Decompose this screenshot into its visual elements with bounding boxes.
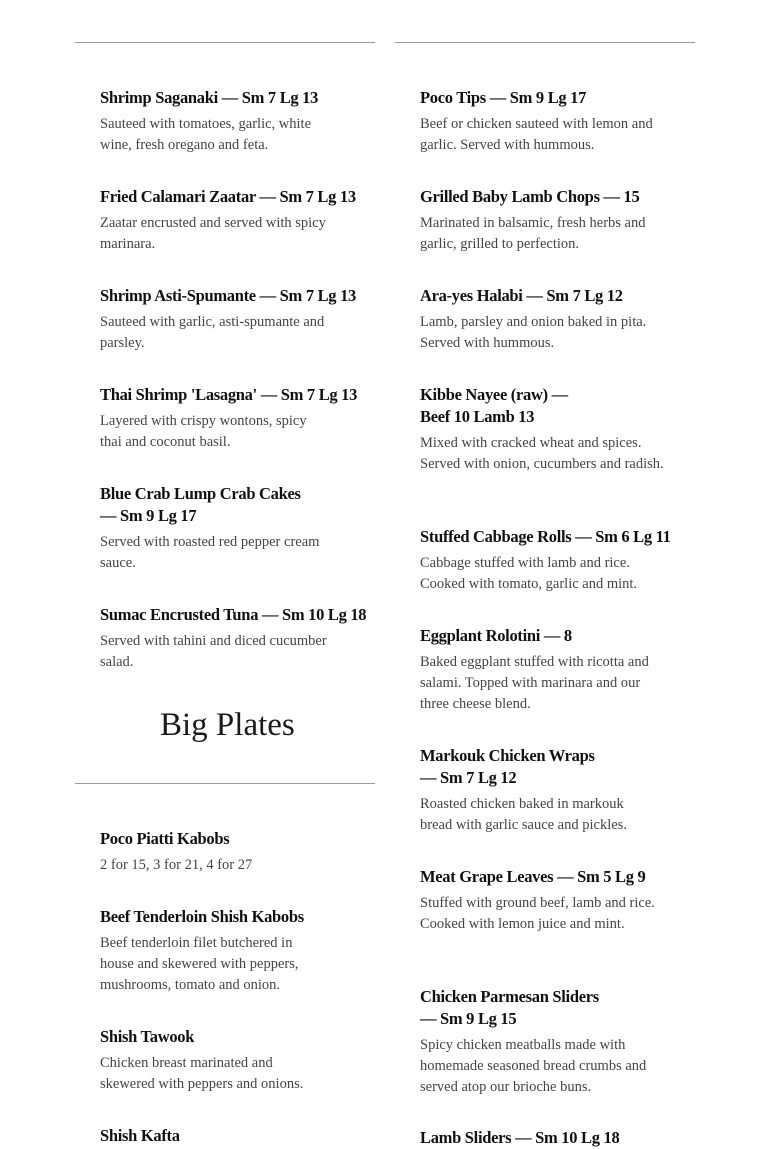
menu-item-description: Zaatar encrusted and served with spicy marinara. bbox=[100, 215, 326, 252]
menu-item-name: Shish Tawook bbox=[100, 1027, 195, 1046]
menu-item-description: Stuffed with ground beef, lamb and rice. Cooked with lemon juice and mint. bbox=[420, 895, 655, 932]
menu-item-description: Baked eggplant stuffed with ricotta and salami. Topped with marinara and our three cheese blend. bbox=[420, 654, 649, 712]
menu-item bbox=[100, 604, 375, 673]
left-column-top-rule bbox=[75, 42, 375, 43]
menu-item-name: Sumac Encrusted Tuna — Sm 10 Lg 18 bbox=[100, 605, 367, 624]
menu-item bbox=[420, 285, 695, 354]
menu-item-name: Shrimp Asti-Spumante — Sm 7 Lg 13 bbox=[100, 286, 356, 305]
menu-item-name: Eggplant Rolotini — 8 bbox=[420, 626, 572, 645]
menu-item-name: Shish Kafta bbox=[100, 1126, 180, 1145]
menu-item-description: Spicy chicken meatballs made with homemade seasoned bread crumbs and served atop our brioche buns. bbox=[420, 1037, 647, 1095]
menu-item-name: Beef Tenderloin Shish Kabobs bbox=[100, 907, 304, 926]
menu-item-description: 2 for 15, 3 for 21, 4 for 27 bbox=[100, 857, 253, 873]
menu-item-name: Poco Tips — Sm 9 Lg 17 bbox=[420, 88, 587, 107]
menu-item bbox=[100, 1026, 375, 1095]
menu-item-name: Fried Calamari Zaatar — Sm 7 Lg 13 bbox=[100, 187, 356, 206]
menu-item-description: Lamb, parsley and onion baked in pita. Served with hummous. bbox=[420, 314, 647, 351]
menu-item bbox=[420, 986, 695, 1098]
menu-item bbox=[100, 186, 375, 255]
menu-item bbox=[420, 87, 695, 156]
menu-item-description: Beef tenderloin filet butchered in house and skewered with peppers, mushrooms, tomato and onion. bbox=[100, 935, 299, 993]
menu-item bbox=[100, 384, 375, 453]
menu-item-name: Thai Shrimp 'Lasagna' — Sm 7 Lg 13 bbox=[100, 385, 358, 404]
menu-item bbox=[100, 483, 375, 574]
right-column-top-rule bbox=[395, 42, 695, 43]
menu-item-description: Beef or chicken sauteed with lemon and garlic. Served with hummous. bbox=[420, 116, 653, 153]
menu-item bbox=[100, 285, 375, 354]
menu-item-description: Marinated in balsamic, fresh herbs and garlic, grilled to perfection. bbox=[420, 215, 646, 252]
menu-item-description: Roasted chicken baked in markouk bread with garlic sauce and pickles. bbox=[420, 796, 627, 833]
menu-item-name: Kibbe Nayee (raw) — Beef 10 Lamb 13 bbox=[420, 385, 568, 426]
menu-item-name: Chicken Parmesan Sliders — Sm 9 Lg 15 bbox=[420, 987, 599, 1028]
menu-item bbox=[100, 1125, 375, 1147]
menu-item-name: Shrimp Saganaki — Sm 7 Lg 13 bbox=[100, 88, 319, 107]
menu-item bbox=[420, 186, 695, 255]
menu-item bbox=[100, 906, 375, 996]
menu-item-description: Sauteed with tomatoes, garlic, white wine, fresh oregano and feta. bbox=[100, 116, 312, 153]
menu-item-description: Cabbage stuffed with lamb and rice. Cooked with tomato, garlic and mint. bbox=[420, 555, 638, 592]
big-plates-rule bbox=[75, 783, 375, 784]
menu-item-name: Ara-yes Halabi — Sm 7 Lg 12 bbox=[420, 286, 623, 305]
menu-item-name: Grilled Baby Lamb Chops — 15 bbox=[420, 187, 640, 206]
menu-item bbox=[100, 828, 375, 876]
menu-item bbox=[100, 87, 375, 156]
menu-item bbox=[420, 625, 695, 715]
menu-item-name: Stuffed Cabbage Rolls — Sm 6 Lg 11 bbox=[420, 527, 671, 546]
menu-item-description: Served with tahini and diced cucumber salad. bbox=[100, 633, 327, 670]
menu-item bbox=[420, 384, 695, 475]
section-heading-big-plates: Big Plates bbox=[160, 707, 295, 743]
menu-item bbox=[420, 745, 695, 836]
menu-item-description: Sauteed with garlic, asti-spumante and parsley. bbox=[100, 314, 325, 351]
menu-item-name: Lamb Sliders — Sm 10 Lg 18 bbox=[420, 1128, 620, 1147]
menu-item-name: Poco Piatti Kabobs bbox=[100, 829, 230, 848]
menu-item-description: Chicken breast marinated and skewered with peppers and onions. bbox=[100, 1055, 304, 1092]
menu-item-description: Served with roasted red pepper cream sauce. bbox=[100, 534, 320, 571]
menu-item-name: Meat Grape Leaves — Sm 5 Lg 9 bbox=[420, 867, 646, 886]
menu-item bbox=[420, 526, 695, 595]
menu-item-description: Layered with crispy wontons, spicy thai and coconut basil. bbox=[100, 413, 307, 450]
menu-item bbox=[420, 866, 695, 935]
menu-item-name: Blue Crab Lump Crab Cakes — Sm 9 Lg 17 bbox=[100, 484, 301, 525]
menu-item-description: Mixed with cracked wheat and spices. Served with onion, cucumbers and radish. bbox=[420, 435, 664, 472]
menu-item-name: Markouk Chicken Wraps — Sm 7 Lg 12 bbox=[420, 746, 595, 787]
